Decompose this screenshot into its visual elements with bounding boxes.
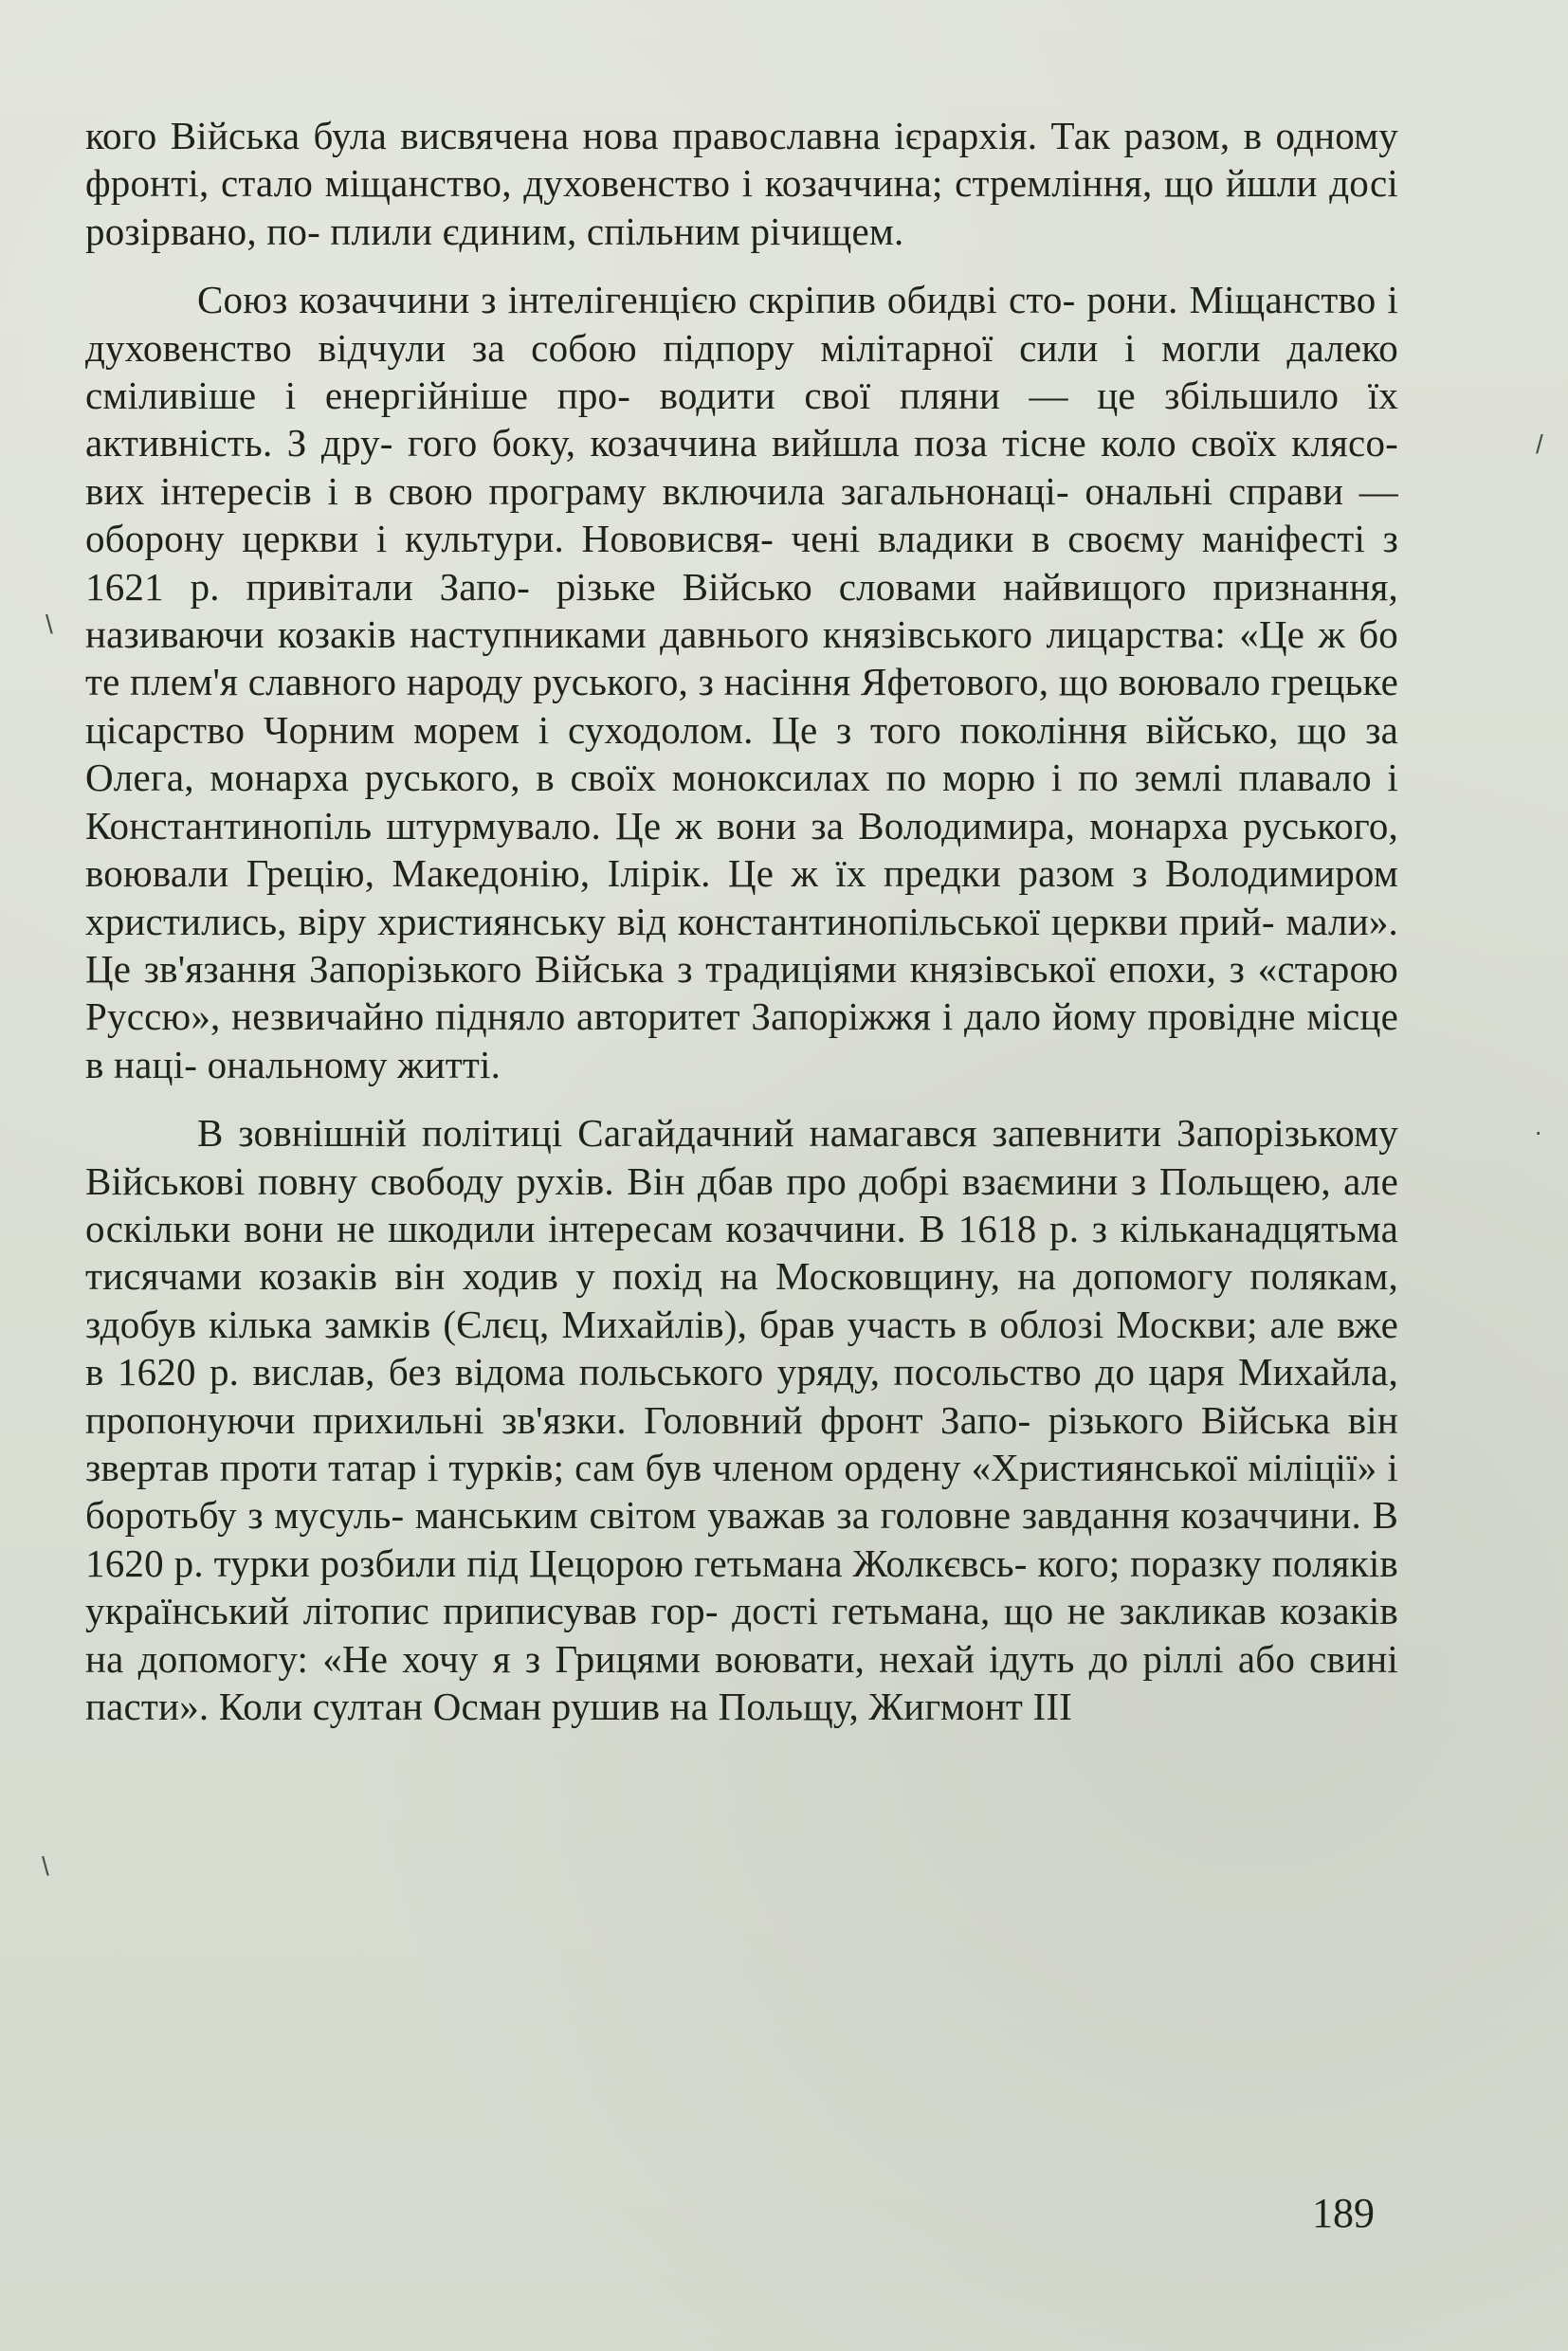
margin-mark-icon: ·	[1534, 1117, 1543, 1146]
margin-mark-icon: /	[1536, 429, 1543, 459]
document-page	[85, 112, 1398, 2321]
paragraph-2: Союз козаччини з інтелігенцією скріпив обидві сто- рони. Міщанство і духовенство відчули за собою підпору мілітарної сили і могли далеко сміливіше і енергійніше про- водити свої пляни — це збільшило їх активність. З дру- гого боку, козаччина вийшла поза тісне коло своїх клясо- вих інтересів і в свою програму включила загальнонаці- ональні справи — оборону церкви і культури. Нововисвя- чені владики в своєму маніфесті з 1621 р. привітали Запо- різьке Військо словами найвищого признання, називаючи козаків наступниками давнього князівського лицарства: «Це ж бо те плем'я славного народу руського, з насіння Яфетового, що воювало грецьке цісарство Чорним морем і суходолом. Це з того покоління військо, що за Олега, монарха руського, в своїх моноксилах по морю і по землі плавало і Константинопіль штурмувало. Це ж вони за Володимира, монарха руського, воювали Грецію, Македонію, Ілірік. Це ж їх предки разом з Володимиром христились, віру християнську від константинопільської церкви прий- мали». Це зв'язання Запорізького Війська з традиціями князівської епохи, з «старою Руссю», незвичайно підняло авторитет Запоріжжя і дало йому провідне місце в наці- ональному житті.	[85, 278, 1398, 1086]
margin-mark-icon: \	[46, 610, 53, 639]
page-number: 189	[1312, 2190, 1375, 2236]
margin-mark-icon: \	[42, 1851, 49, 1881]
paragraph-3: В зовнішній політиці Сагайдачний намагався запевнити Запорізькому Військові повну свободу рухів. Він дбав про добрі взаємини з Польщею, але оскільки вони не шкодили інтересам козаччини. В 1618 р. з кільканадцятьма тисячами козаків він ходив у похід на Московщину, на допомогу полякам, здобув кілька замків (Єлєц, Михайлів), брав участь в облозі Москви; але вже в 1620 р. вислав, без відома польського уряду, посольство до царя Михайла, пропонуючи прихильні зв'язки. Головний фронт Запо- різького Війська він звертав проти татар і турків; сам був членом ордену «Християнської міліції» і боротьбу з мусуль- манським світом уважав за головне завдання козаччини. В 1620 р. турки розбили під Цецорою гетьмана Жолкєвсь- кого; поразку поляків український літопис приписував гор- дості гетьмана, що не закликав козаків на допомогу: «Не хочу я з Грицями воювати, нехай ідуть до ріллі або свині пасти». Коли султан Осман рушив на Польщу, Жигмонт III	[85, 1111, 1398, 1728]
paragraph-1: кого Війська була висвячена нова православна ієрархія. Так разом, в одному фронті, стало міщанство, духовенство і козаччина; стремління, що йшли досі розірвано, по- плили єдиним, спільним річищем.	[85, 114, 1398, 253]
main-text-column	[85, 112, 1398, 1730]
